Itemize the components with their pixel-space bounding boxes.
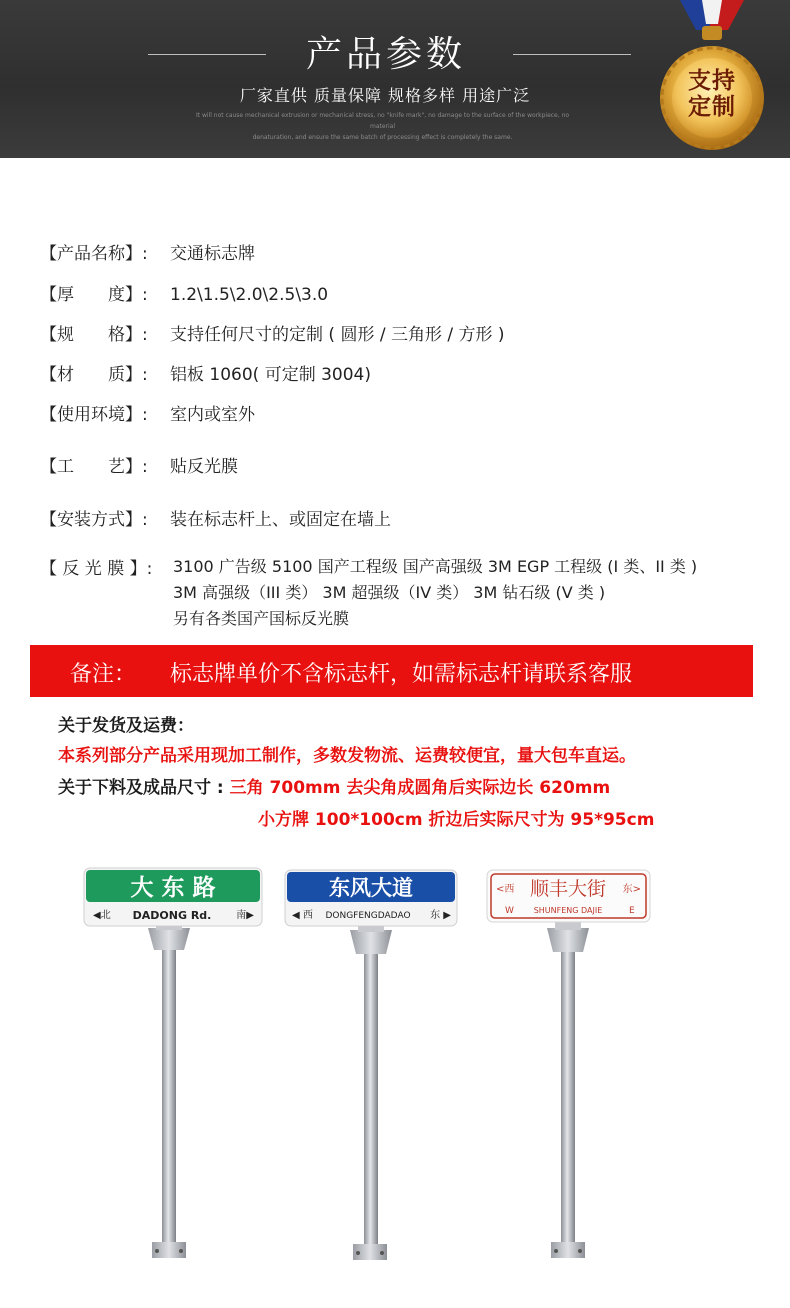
sign-1-name: 大 东 路 [130, 875, 216, 901]
spec-row-film [40, 554, 698, 634]
shipping-body: 本系列部分产品采用现加工制作，多数发物流、运费较便宜，量大包车直运。 [58, 746, 636, 766]
page-title: 产品参数 [305, 34, 466, 75]
film-line-2: 3M 高强级（III 类） 3M 超强级（IV 类） 3M 钻石级 (V 类 ) [173, 583, 606, 602]
spec-value: 贴反光膜 [170, 457, 238, 477]
spec-row-name [40, 239, 255, 264]
note-label: 备注： [70, 662, 137, 687]
sign-1-roman: DADONG Rd. [132, 909, 212, 922]
sign-3-roman: SHUNFENG DAJIE [533, 906, 603, 915]
size-label: 关于下料及成品尺寸 : [58, 778, 224, 798]
spec-key: 【 反 光 膜 】: [40, 559, 153, 579]
sign-2-right: 东 ▶ [430, 910, 451, 921]
sign-3-left: <西 [496, 884, 515, 895]
sign-2-left: ◀ 西 [292, 910, 313, 921]
badge-line-2: 定制 [688, 94, 736, 120]
spec-key: 【工 艺】: [40, 457, 148, 477]
sign-3-right-letter: E [629, 906, 635, 916]
sign-1-right: 南▶ [236, 910, 254, 921]
size-line-2: 小方牌 100*100cm 折边后实际尺寸为 95*95cm [258, 810, 655, 830]
sign-2-pole [350, 922, 392, 1260]
spec-value: 铝板 1060( 可定制 3004) [170, 365, 372, 385]
shipping-heading: 关于发货及运费： [58, 716, 194, 736]
spec-row-environment [40, 400, 255, 425]
sign-2-plate [285, 870, 457, 926]
size-line-1: 三角 700mm 去尖角成圆角后实际边长 620mm [229, 778, 611, 798]
film-line-3: 另有各类国产国标反光膜 [173, 609, 350, 628]
spec-row-material [40, 360, 371, 385]
sign-3-plate [487, 870, 650, 922]
spec-row-installation [40, 505, 391, 530]
banner-fineprint [185, 110, 580, 143]
spec-key: 【安装方式】: [40, 510, 148, 530]
spec-row-thickness [40, 280, 328, 305]
size-info [58, 773, 610, 798]
sign-3-right: 东> [622, 884, 641, 895]
sign-1-pole [148, 920, 190, 1258]
custom-badge-text [672, 68, 752, 120]
spec-key: 【规 格】: [40, 325, 148, 345]
spec-key: 【产品名称】: [40, 244, 148, 264]
banner-subtitle: 厂家直供 质量保障 规格多样 用途广泛 [239, 86, 531, 105]
spec-key: 【材 质】: [40, 365, 148, 385]
note-banner [30, 645, 753, 697]
sign-3-name: 顺丰大街 [529, 878, 607, 900]
spec-value: 支持任何尺寸的定制 ( 圆形 / 三角形 / 方形 ) [170, 325, 505, 345]
spec-row-process [40, 452, 238, 477]
fineprint-line-2: denaturation, and ensure the same batch of processing effect is completely the same. [252, 134, 513, 141]
sign-2-roman: DONGFENGDADAO [325, 911, 411, 921]
sign-3-pole [547, 920, 589, 1258]
spec-key: 【厚 度】: [40, 285, 148, 305]
note-text: 标志牌单价不含标志杆，如需标志杆请联系客服 [170, 662, 633, 687]
sign-1-plate [84, 868, 262, 926]
street-signs-photo [0, 850, 790, 1308]
sign-1-left: ◀北 [93, 910, 111, 921]
badge-line-1: 支持 [688, 68, 736, 94]
sign-3-left-letter: W [505, 906, 514, 916]
spec-value: 装在标志杆上、或固定在墙上 [170, 510, 391, 530]
spec-value: 室内或室外 [170, 405, 255, 425]
film-line-1: 3100 广告级 5100 国产工程级 国产高强级 3M EGP 工程级 (I 类、II 类 ) [173, 557, 698, 576]
film-values [173, 554, 697, 632]
fineprint-line-1: It will not cause mechanical extrusion or mechanical stress, no "knife mark", no damage to the surface of the workpiece, no material [195, 112, 570, 130]
spec-value: 1.2\1.5\2.0\2.5\3.0 [170, 285, 329, 305]
spec-key: 【使用环境】: [40, 405, 148, 425]
spec-value: 交通标志牌 [170, 244, 255, 264]
sign-2-name: 东风大道 [329, 876, 413, 900]
spec-row-size [40, 320, 505, 345]
